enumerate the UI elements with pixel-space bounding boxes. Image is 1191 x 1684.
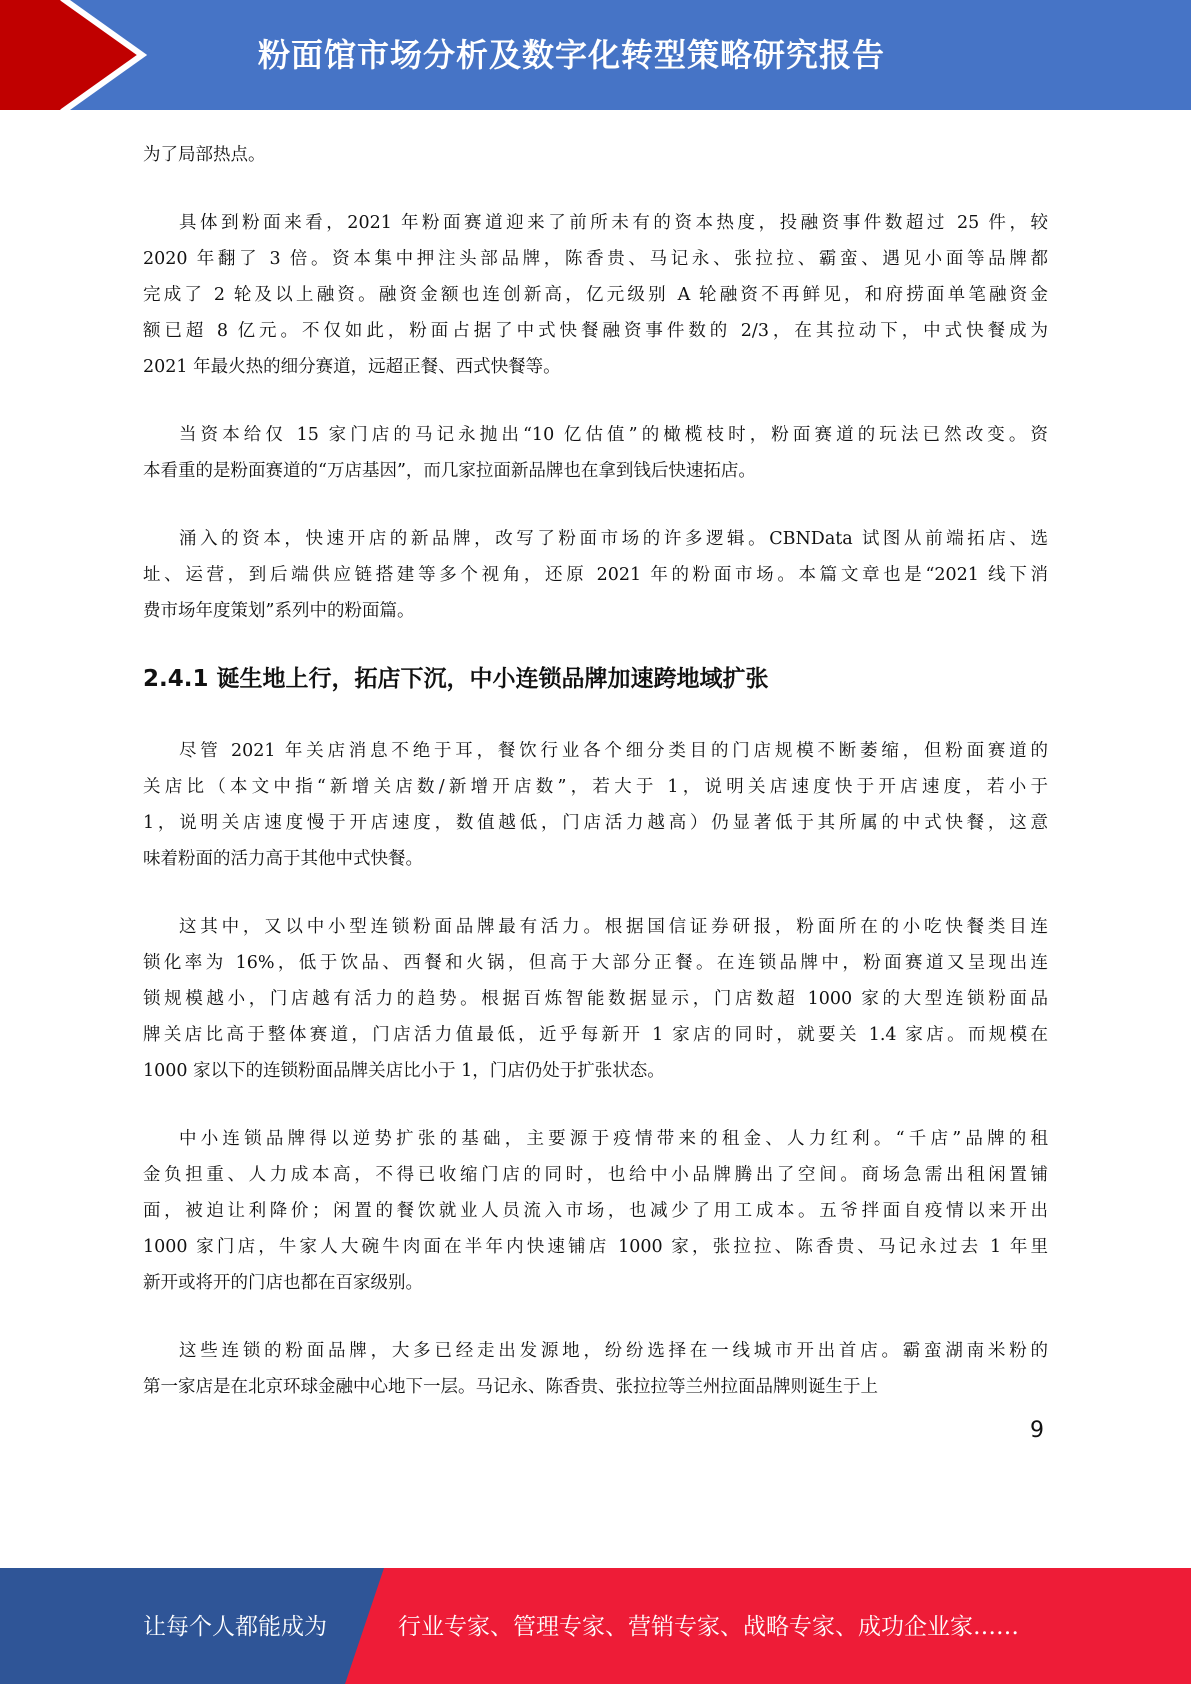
text-line: 锁规模越小，门店越有活力的趋势。根据百炼智能数据显示，门店数超 1000 家的大型连锁粉面品 — [143, 989, 1048, 1009]
paragraph — [143, 521, 1048, 629]
text-line: 址、运营，到后端供应链搭建等多个视角，还原 2021 年的粉面市场。本篇文章也是“2021 线下消 — [143, 565, 1048, 585]
text-line: 费市场年度策划”系列中的粉面篇。 — [143, 601, 415, 621]
text-line: 1000 家以下的连锁粉面品牌关店比小于 1，门店仍处于扩张状态。 — [143, 1061, 665, 1081]
section-heading: 2.4.1 诞生地上行，拓店下沉，中小连锁品牌加速跨地域扩张 — [143, 666, 769, 692]
paragraph — [143, 137, 1048, 173]
text-line: 味着粉面的活力高于其他中式快餐。 — [143, 849, 423, 869]
text-line: 锁化率为 16%，低于饮品、西餐和火锅，但高于大部分正餐。在连锁品牌中，粉面赛道又呈现出连 — [143, 953, 1048, 973]
text-line: 金负担重、人力成本高，不得已收缩门店的同时，也给中小品牌腾出了空间。商场急需出租闲置铺 — [143, 1165, 1048, 1185]
text-line: 涌入的资本，快速开店的新品牌，改写了粉面市场的许多逻辑。CBNData 试图从前端拓店、选 — [179, 529, 1048, 549]
text-line: 当资本给仅 15 家门店的马记永抛出“10 亿估值”的橄榄枝时，粉面赛道的玩法已然改变。资 — [179, 425, 1048, 445]
page-footer — [0, 1568, 1191, 1684]
footer-slogan-right: 行业专家、管理专家、营销专家、战略专家、成功企业家…… — [398, 1614, 1019, 1640]
chevron-logo-icon — [0, 0, 160, 110]
text-line: 中小连锁品牌得以逆势扩张的基础，主要源于疫情带来的租金、人力红利。“千店”品牌的租 — [179, 1129, 1048, 1149]
text-line: 完成了 2 轮及以上融资。融资金额也连创新高，亿元级别 A 轮融资不再鲜见，和府捞面单笔融资金 — [143, 285, 1048, 305]
paragraph — [143, 733, 1048, 877]
text-line: 新开或将开的门店也都在百家级别。 — [143, 1273, 423, 1293]
text-line: 1，说明关店速度慢于开店速度，数值越低，门店活力越高）仍显著低于其所属的中式快餐，这意 — [143, 813, 1048, 833]
text-line: 为了局部热点。 — [143, 145, 266, 165]
text-line: 2020 年翻了 3 倍。资本集中押注头部品牌，陈香贵、马记永、张拉拉、霸蛮、遇见小面等品牌都 — [143, 249, 1048, 269]
paragraph — [143, 1333, 1048, 1405]
page-number: 9 — [1030, 1418, 1044, 1443]
text-line: 尽管 2021 年关店消息不绝于耳，餐饮行业各个细分类目的门店规模不断萎缩，但粉面赛道的 — [179, 741, 1048, 761]
text-line: 关店比（本文中指“新增关店数/新增开店数”，若大于 1，说明关店速度快于开店速度，若小于 — [143, 777, 1048, 797]
footer-slogan-left: 让每个人都能成为 — [143, 1614, 327, 1640]
paragraph — [143, 417, 1048, 489]
text-line: 具体到粉面来看，2021 年粉面赛道迎来了前所未有的资本热度，投融资事件数超过 25 件，较 — [179, 213, 1048, 233]
text-line: 额已超 8 亿元。不仅如此，粉面占据了中式快餐融资事件数的 2/3，在其拉动下，中式快餐成为 — [143, 321, 1048, 341]
text-line: 2021 年最火热的细分赛道，远超正餐、西式快餐等。 — [143, 357, 561, 377]
document-body — [143, 137, 1048, 1405]
text-line: 牌关店比高于整体赛道，门店活力值最低，近乎每新开 1 家店的同时，就要关 1.4 家店。而规模在 — [143, 1025, 1048, 1045]
paragraph — [143, 205, 1048, 385]
paragraph — [143, 1121, 1048, 1301]
text-line: 本看重的是粉面赛道的“万店基因”，而几家拉面新品牌也在拿到钱后快速拓店。 — [143, 461, 756, 481]
page-header — [0, 0, 1191, 110]
text-line: 这其中，又以中小型连锁粉面品牌最有活力。根据国信证券研报，粉面所在的小吃快餐类目连 — [179, 917, 1048, 937]
text-line: 这些连锁的粉面品牌，大多已经走出发源地，纷纷选择在一线城市开出首店。霸蛮湖南米粉的 — [179, 1341, 1048, 1361]
text-line: 第一家店是在北京环球金融中心地下一层。马记永、陈香贵、张拉拉等兰州拉面品牌则诞生于上 — [143, 1377, 878, 1397]
paragraph — [143, 909, 1048, 1089]
text-line: 面，被迫让利降价；闲置的餐饮就业人员流入市场，也减少了用工成本。五爷拌面自疫情以来开出 — [143, 1201, 1048, 1221]
report-title: 粉面馆市场分析及数字化转型策略研究报告 — [258, 36, 886, 74]
text-line: 1000 家门店，牛家人大碗牛肉面在半年内快速铺店 1000 家，张拉拉、陈香贵、马记永过去 1 年里 — [143, 1237, 1048, 1257]
